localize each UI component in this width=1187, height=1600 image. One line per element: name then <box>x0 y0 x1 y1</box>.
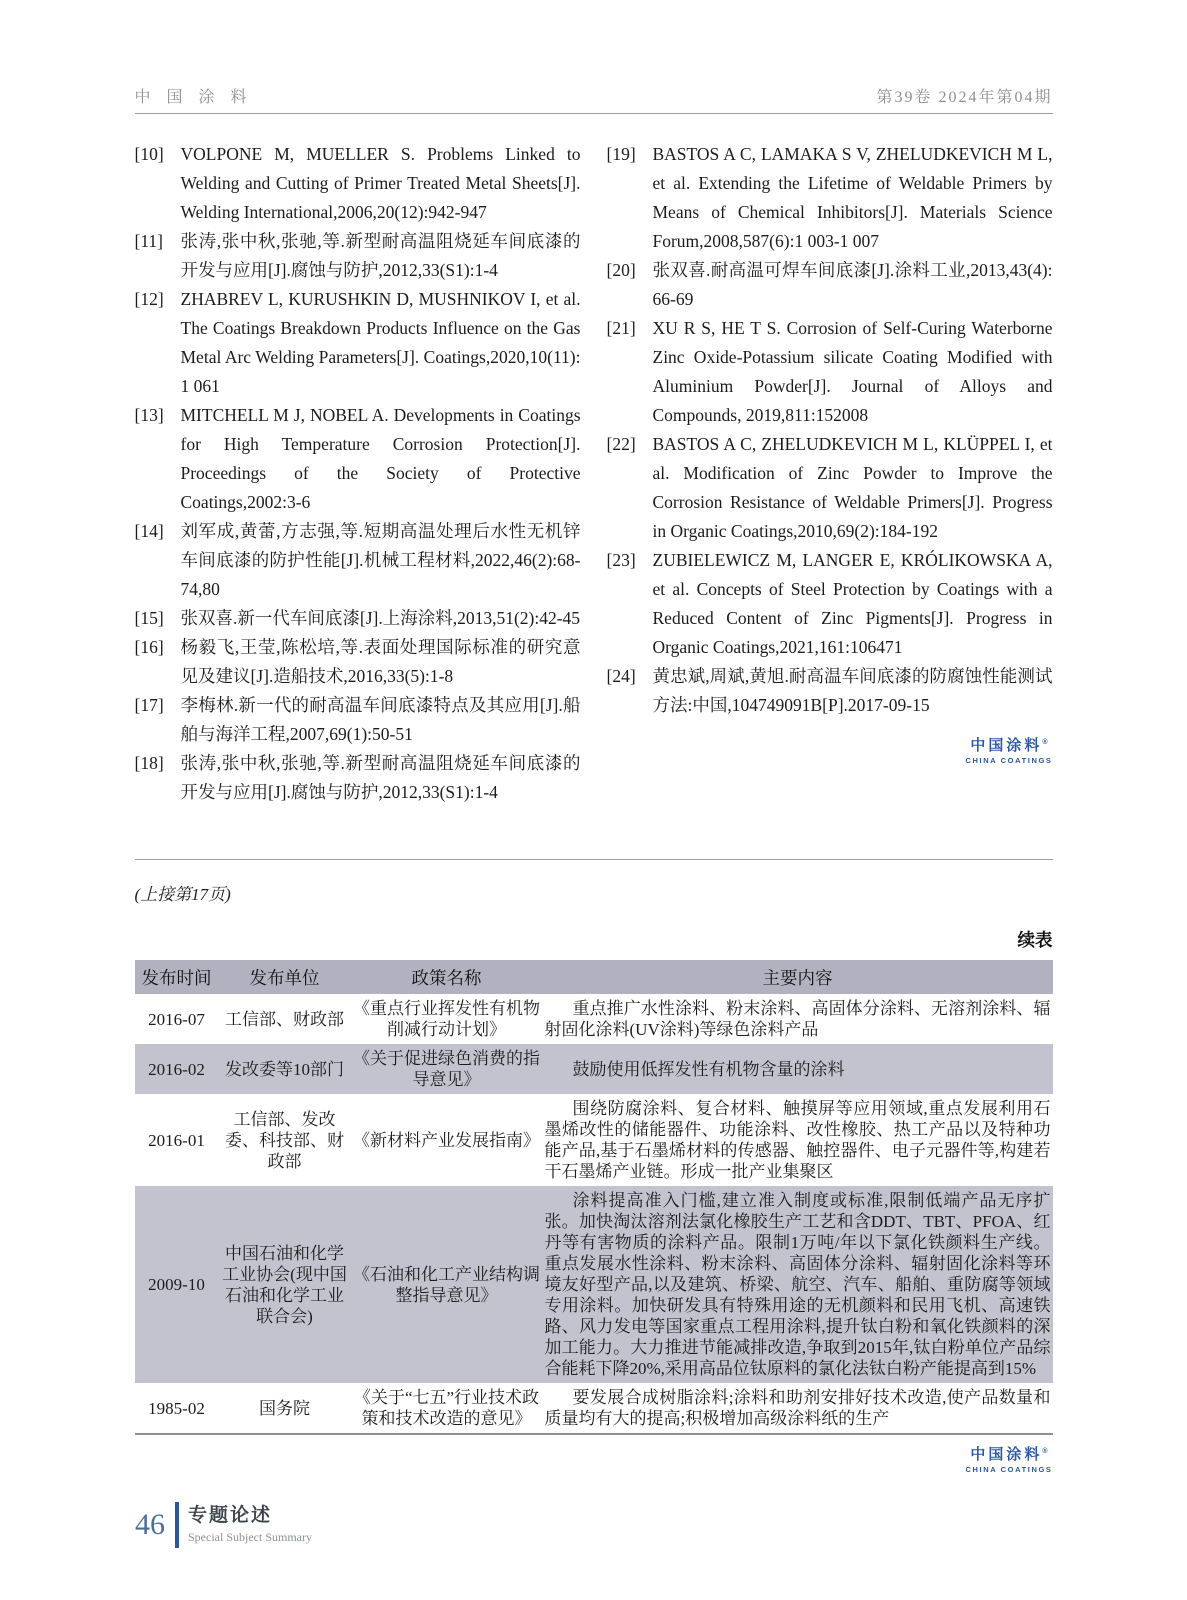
cell-content: 重点推广水性涂料、粉末涂料、高固体分涂料、无溶剂涂料、辐射固化涂料(UV涂料)等绿色涂料产品 <box>544 999 1051 1039</box>
column-header-2: 政策名称 <box>351 960 543 994</box>
ref-number: [23] <box>606 550 636 570</box>
reference-item <box>135 517 581 604</box>
cell-date: 2016-07 <box>148 1009 205 1029</box>
ref-number: [18] <box>134 753 164 773</box>
logo-en-text: CHINA COATINGS <box>965 755 1053 765</box>
china-coatings-logo <box>966 738 1053 765</box>
reference-item <box>135 691 581 749</box>
reference-item <box>135 401 581 517</box>
ref-text: 张双喜.耐高温可焊车间底漆[J].涂料工业,2013,43(4): 66-69 <box>652 260 1053 309</box>
cell-date: 2009-10 <box>135 1186 219 1383</box>
table-continued-label: 续表 <box>1017 930 1053 950</box>
table-row <box>135 1383 1053 1434</box>
ref-text: 张双喜.新一代车间底漆[J].上海涂料,2013,51(2):42-45 <box>180 608 581 628</box>
reference-item <box>135 749 581 807</box>
section-divider <box>135 859 1053 860</box>
section-title-en: Special Subject Summary <box>188 1529 312 1544</box>
reference-item <box>607 140 1053 256</box>
ref-text: BASTOS A C, LAMAKA S V, ZHELUDKEVICH M L, et al. Extending the Lifetime of Weldable Primers by Means of Chemical Inhibitors[J]. Materials Science Forum,2008,587(6):1 003-1 007 <box>652 144 1053 251</box>
page-header <box>135 84 1053 114</box>
reference-item <box>135 285 581 401</box>
table-header-row <box>135 960 1053 994</box>
cell-content: 涂料提高准入门槛,建立准入制度或标准,限制低端产品无序扩张。加快淘汰溶剂法氯化橡胶生产工艺和含DDT、TBT、PFOA、红丹等有害物质的涂料产品。限制1万吨/年以下氯化铁颜料生产线。重点发展水性涂料、粉末涂料、高固体分涂料、辐射固化涂料等环境友好型产品,以及建筑、桥梁、航空、汽车、船舶、重防腐等领域专用涂料。加快研发具有特殊用途的无机颜料和民用飞机、高速铁路、风力发电等国家重点工程用涂料,提升钛白粉和氧化铁颜料的深加工能力。大力推进节能减排改造,争取到2015年,钛白粉单位产品综合能耗下降20%,采用高品位钛原料的氯化法钛白粉产能提高到15% <box>543 1186 1053 1383</box>
ref-number: [20] <box>606 260 636 280</box>
table-row <box>135 1094 1053 1186</box>
logo-cn-text: 中国涂料 <box>970 737 1043 754</box>
reference-item <box>607 662 1053 720</box>
references-left-column <box>135 140 581 807</box>
cell-content: 围绕防腐涂料、复合材料、触摸屏等应用领域,重点发展利用石墨烯改性的储能器件、功能涂料、改性橡胶、热工产品以及特种功能产品,基于石墨烯材料的传感器、触控器件、电子元器件等,构建若干石墨烯产业链。形成一批产业集聚区 <box>544 1099 1051 1181</box>
ref-text: 黄忠斌,周斌,黄旭.耐高温车间底漆的防腐蚀性能测试方法:中国,104749091B[P].2017-09-15 <box>652 666 1053 715</box>
table-row <box>135 1044 1053 1094</box>
ref-number: [22] <box>606 434 636 454</box>
reference-item <box>135 140 581 227</box>
cell-agency: 工信部、财政部 <box>225 1009 344 1029</box>
table-row <box>135 994 1053 1044</box>
cell-policy: 《石油和化工产业结构调整指导意见》 <box>351 1186 543 1383</box>
ref-text: ZUBIELEWICZ M, LANGER E, KRÓLIKOWSKA A, et al. Concepts of Steel Protection by Coatings with a Reduced Content of Zinc Pigments[J]. Progress in Organic Coatings,2021,161:106471 <box>652 550 1053 657</box>
ref-number: [15] <box>134 608 164 628</box>
references-right-column <box>607 140 1053 807</box>
cell-agency: 发改委等10部门 <box>219 1044 351 1094</box>
cell-content: 鼓励使用低挥发性有机物含量的涂料 <box>543 1044 1053 1094</box>
reference-item <box>607 314 1053 430</box>
ref-text: XU R S, HE T S. Corrosion of Self-Curing Waterborne Zinc Oxide-Potassium silicate Coating Modified with Aluminium Powder[J]. Journal of Alloys and Compounds, 2019,811:152008 <box>652 318 1053 425</box>
cell-policy: 《关于促进绿色消费的指导意见》 <box>351 1044 543 1094</box>
logo-top-wrap <box>607 738 1053 784</box>
ref-text: 张涛,张中秋,张驰,等.新型耐高温阻烧延车间底漆的开发与应用[J].腐蚀与防护,2012,33(S1):1-4 <box>180 231 581 280</box>
ref-number: [11] <box>134 231 164 251</box>
cell-agency: 中国石油和化学工业协会(现中国石油和化学工业联合会) <box>219 1186 351 1383</box>
registered-mark-icon: ® <box>1042 1448 1048 1455</box>
column-header-0: 发布时间 <box>135 960 219 994</box>
registered-mark-icon: ® <box>1042 739 1048 746</box>
ref-number: [10] <box>134 144 164 164</box>
ref-text: ZHABREV L, KURUSHKIN D, MUSHNIKOV I, et al. The Coatings Breakdown Products Influence on the Gas Metal Arc Welding Parameters[J]. Coatings,2020,10(11): 1 061 <box>180 289 581 396</box>
ref-text: 李梅林.新一代的耐高温车间底漆特点及其应用[J].船舶与海洋工程,2007,69(1):50-51 <box>180 695 581 744</box>
journal-name: 中 国 涂 料 <box>134 89 253 106</box>
cell-agency: 国务院 <box>259 1398 310 1418</box>
cell-policy: 《关于“七五”行业技术政策和技术改造的意见》 <box>353 1388 540 1428</box>
cell-policy: 《重点行业挥发性有机物削减行动计划》 <box>353 999 540 1039</box>
ref-number: [13] <box>134 405 164 425</box>
policy-table <box>135 960 1053 1435</box>
cell-agency: 工信部、发改委、科技部、财政部 <box>225 1109 344 1171</box>
reference-item <box>135 604 581 633</box>
continuation-note: (上接第17页) <box>134 885 231 904</box>
footer-divider-bar <box>175 1502 179 1548</box>
column-header-3: 主要内容 <box>543 960 1053 994</box>
column-header-1: 发布单位 <box>219 960 351 994</box>
references-section <box>135 140 1053 807</box>
ref-number: [24] <box>606 666 636 686</box>
ref-text: VOLPONE M, MUELLER S. Problems Linked to Welding and Cutting of Primer Treated Metal Sheets[J]. Welding International,2006,20(12):942-947 <box>180 144 581 222</box>
reference-item <box>135 227 581 285</box>
ref-text: 杨毅飞,王莹,陈松培,等.表面处理国际标准的研究意见及建议[J].造船技术,2016,33(5):1-8 <box>180 637 581 686</box>
logo-cn-text: 中国涂料 <box>970 1446 1043 1463</box>
ref-number: [17] <box>134 695 164 715</box>
ref-text: 张涛,张中秋,张驰,等.新型耐高温阻烧延车间底漆的开发与应用[J].腐蚀与防护,2012,33(S1):1-4 <box>180 753 581 802</box>
page-footer <box>135 1502 312 1548</box>
logo-en-text: CHINA COATINGS <box>965 1464 1053 1474</box>
reference-item <box>607 256 1053 314</box>
section-title-cn: 专题论述 <box>188 1505 273 1527</box>
china-coatings-logo <box>966 1447 1053 1474</box>
cell-policy: 《新材料产业发展指南》 <box>353 1130 540 1150</box>
reference-item <box>135 633 581 691</box>
reference-item <box>607 430 1053 546</box>
table-row <box>135 1186 1053 1383</box>
cell-date: 2016-02 <box>135 1044 219 1094</box>
ref-text: 刘军成,黄蕾,方志强,等.短期高温处理后水性无机锌车间底漆的防护性能[J].机械工程材料,2022,46(2):68-74,80 <box>180 521 581 599</box>
issue-info: 第39卷 2024年第04期 <box>876 89 1053 106</box>
ref-text: MITCHELL M J, NOBEL A. Developments in Coatings for High Temperature Corrosion Protection[J]. Proceedings of the Society of Protective Coatings,2002:3-6 <box>180 405 581 512</box>
logo-bottom-wrap <box>135 1447 1053 1477</box>
reference-item <box>607 546 1053 662</box>
ref-number: [21] <box>606 318 636 338</box>
cell-date: 1985-02 <box>148 1398 205 1418</box>
ref-number: [16] <box>134 637 164 657</box>
page-number: 46 <box>135 1508 165 1541</box>
ref-number: [19] <box>606 144 636 164</box>
ref-number: [14] <box>134 521 164 541</box>
ref-text: BASTOS A C, ZHELUDKEVICH M L, KLÜPPEL I, et al. Modification of Zinc Powder to Improve the Corrosion Resistance of Weldable Primers[J]. Progress in Organic Coatings,2010,69(2):184-192 <box>652 434 1053 541</box>
cell-date: 2016-01 <box>148 1130 205 1150</box>
cell-content: 要发展合成树脂涂料;涂料和助剂安排好技术改造,使产品数量和质量均有大的提高;积极增加高级涂料纸的生产 <box>544 1388 1051 1428</box>
ref-number: [12] <box>134 289 164 309</box>
